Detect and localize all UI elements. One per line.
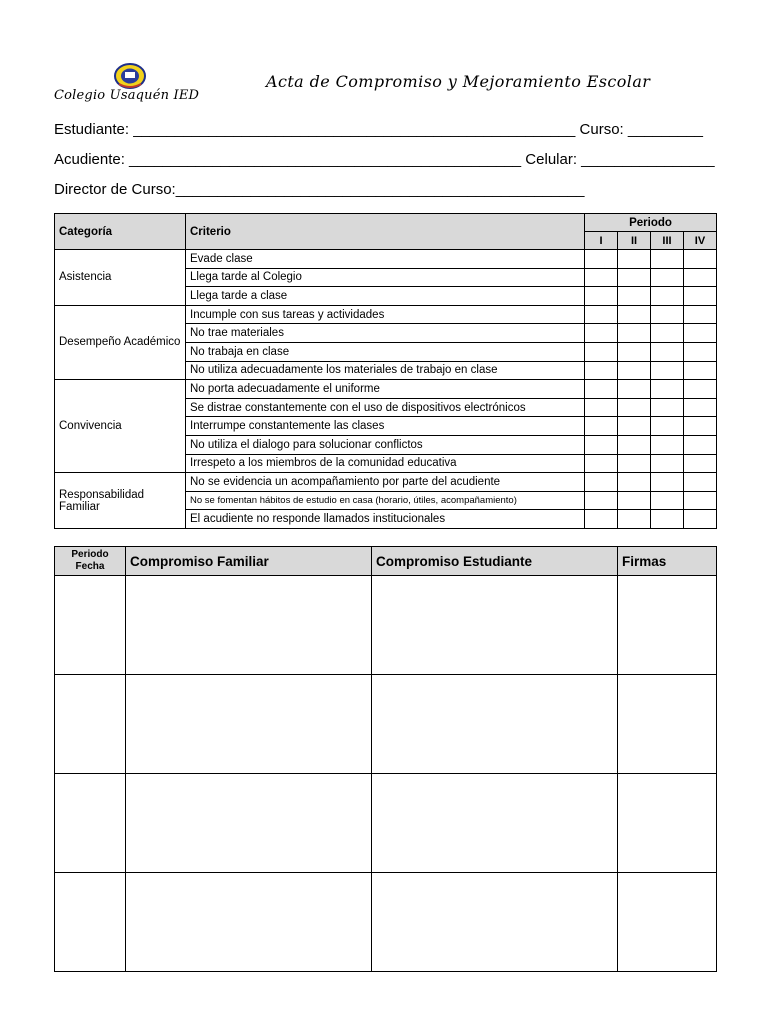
homeroom-teacher-field[interactable]: Director de Curso:_________________________________________________ (54, 181, 585, 198)
criterion-cell: No utiliza adecuadamente los materiales de trabajo en clase (186, 361, 585, 380)
category-cell: Desempeño Académico (55, 305, 186, 379)
period-checkbox-cell[interactable] (618, 250, 651, 269)
criterion-cell: No trae materiales (186, 324, 585, 343)
signature-cell[interactable] (618, 774, 717, 873)
period-checkbox-cell[interactable] (651, 435, 684, 454)
criterion-cell: El acudiente no responde llamados institucionales (186, 510, 585, 529)
period-date-cell[interactable] (55, 774, 126, 873)
period-checkbox-cell[interactable] (684, 491, 717, 510)
student-commitment-cell[interactable] (372, 774, 618, 873)
criterion-header: Criterio (186, 214, 585, 250)
criterion-cell: Se distrae constantemente con el uso de dispositivos electrónicos (186, 398, 585, 417)
category-cell: Convivencia (55, 380, 186, 473)
criteria-table (54, 213, 717, 529)
criterion-cell: Incumple con sus tareas y actividades (186, 305, 585, 324)
criterion-row (55, 305, 717, 324)
period-date-cell[interactable] (55, 873, 126, 972)
period-checkbox-cell[interactable] (651, 250, 684, 269)
period-checkbox-cell[interactable] (585, 473, 618, 492)
family-commitment-cell[interactable] (126, 576, 372, 675)
period-col-1: I (585, 232, 618, 250)
criterion-cell: Llega tarde a clase (186, 287, 585, 306)
signature-cell[interactable] (618, 576, 717, 675)
period-checkbox-cell[interactable] (684, 473, 717, 492)
period-checkbox-cell[interactable] (585, 454, 618, 473)
signature-cell[interactable] (618, 675, 717, 774)
school-name: Colegio Usaquén IED (54, 88, 200, 103)
period-checkbox-cell[interactable] (651, 473, 684, 492)
period-checkbox-cell[interactable] (585, 324, 618, 343)
period-checkbox-cell[interactable] (651, 454, 684, 473)
student-info-fields (54, 121, 715, 211)
period-checkbox-cell[interactable] (618, 287, 651, 306)
period-checkbox-cell[interactable] (618, 435, 651, 454)
period-col-2: II (618, 232, 651, 250)
criterion-cell: No trabaja en clase (186, 342, 585, 361)
period-checkbox-cell[interactable] (618, 510, 651, 529)
period-checkbox-cell[interactable] (585, 398, 618, 417)
school-crest-logo (113, 62, 147, 90)
criterion-cell: Interrumpe constantemente las clases (186, 417, 585, 436)
period-date-header (55, 547, 126, 576)
period-checkbox-cell[interactable] (585, 417, 618, 436)
period-col-4: IV (684, 232, 717, 250)
period-checkbox-cell[interactable] (651, 342, 684, 361)
period-checkbox-cell[interactable] (684, 342, 717, 361)
period-checkbox-cell[interactable] (684, 268, 717, 287)
period-checkbox-cell[interactable] (585, 287, 618, 306)
period-header: Periodo (585, 214, 717, 232)
commitment-table (54, 546, 717, 972)
category-cell: Responsabilidad Familiar (55, 473, 186, 529)
criterion-row (55, 380, 717, 399)
commitment-row (55, 774, 717, 873)
criterion-row (55, 250, 717, 269)
period-checkbox-cell[interactable] (684, 417, 717, 436)
criterion-cell: Evade clase (186, 250, 585, 269)
period-checkbox-cell[interactable] (651, 287, 684, 306)
period-checkbox-cell[interactable] (585, 305, 618, 324)
period-checkbox-cell[interactable] (684, 398, 717, 417)
guardian-phone-field[interactable]: Acudiente: _______________________________________________ Celular: ________________ (54, 151, 715, 168)
criterion-cell: No utiliza el dialogo para solucionar conflictos (186, 435, 585, 454)
student-course-field[interactable]: Estudiante: _____________________________________________________ Curso: _________ (54, 121, 703, 138)
period-col-3: III (651, 232, 684, 250)
period-checkbox-cell[interactable] (651, 491, 684, 510)
student-commitment-header: Compromiso Estudiante (372, 547, 618, 576)
signatures-header: Firmas (618, 547, 717, 576)
period-checkbox-cell[interactable] (684, 454, 717, 473)
period-checkbox-cell[interactable] (585, 510, 618, 529)
period-checkbox-cell[interactable] (585, 342, 618, 361)
period-checkbox-cell[interactable] (651, 398, 684, 417)
commitment-body (55, 576, 717, 972)
period-checkbox-cell[interactable] (585, 491, 618, 510)
period-checkbox-cell[interactable] (684, 380, 717, 399)
period-checkbox-cell[interactable] (618, 491, 651, 510)
period-checkbox-cell[interactable] (651, 324, 684, 343)
period-checkbox-cell[interactable] (618, 305, 651, 324)
period-checkbox-cell[interactable] (618, 361, 651, 380)
student-commitment-cell[interactable] (372, 576, 618, 675)
period-checkbox-cell[interactable] (618, 417, 651, 436)
period-label: Periodo (71, 549, 109, 560)
commitment-row (55, 675, 717, 774)
category-cell: Asistencia (55, 250, 186, 306)
document-title: Acta de Compromiso y Mejoramiento Escolar (266, 72, 651, 91)
period-checkbox-cell[interactable] (618, 324, 651, 343)
criterion-cell: No se fomentan hábitos de estudio en casa (horario, útiles, acompañamiento) (186, 491, 585, 510)
period-checkbox-cell[interactable] (651, 510, 684, 529)
period-checkbox-cell[interactable] (618, 454, 651, 473)
criterion-row (55, 473, 717, 492)
period-checkbox-cell[interactable] (618, 268, 651, 287)
period-date-cell[interactable] (55, 576, 126, 675)
family-commitment-header: Compromiso Familiar (126, 547, 372, 576)
period-checkbox-cell[interactable] (651, 417, 684, 436)
period-checkbox-cell[interactable] (684, 287, 717, 306)
criterion-cell: Llega tarde al Colegio (186, 268, 585, 287)
student-commitment-cell[interactable] (372, 873, 618, 972)
criterion-cell: No porta adecuadamente el uniforme (186, 380, 585, 399)
commitment-row (55, 576, 717, 675)
family-commitment-cell[interactable] (126, 774, 372, 873)
period-checkbox-cell[interactable] (618, 380, 651, 399)
criterion-cell: Irrespeto a los miembros de la comunidad educativa (186, 454, 585, 473)
commitment-row (55, 873, 717, 972)
period-checkbox-cell[interactable] (684, 510, 717, 529)
category-header: Categoría (55, 214, 186, 250)
period-checkbox-cell[interactable] (585, 361, 618, 380)
period-checkbox-cell[interactable] (585, 250, 618, 269)
period-checkbox-cell[interactable] (618, 473, 651, 492)
period-checkbox-cell[interactable] (651, 268, 684, 287)
criterion-cell: No se evidencia un acompañamiento por parte del acudiente (186, 473, 585, 492)
period-checkbox-cell[interactable] (684, 435, 717, 454)
period-checkbox-cell[interactable] (585, 380, 618, 399)
family-commitment-cell[interactable] (126, 873, 372, 972)
period-checkbox-cell[interactable] (585, 268, 618, 287)
period-checkbox-cell[interactable] (684, 250, 717, 269)
family-commitment-cell[interactable] (126, 675, 372, 774)
period-checkbox-cell[interactable] (618, 342, 651, 361)
period-date-cell[interactable] (55, 675, 126, 774)
period-checkbox-cell[interactable] (618, 398, 651, 417)
period-checkbox-cell[interactable] (684, 324, 717, 343)
period-checkbox-cell[interactable] (651, 380, 684, 399)
date-label: Fecha (75, 561, 105, 572)
period-checkbox-cell[interactable] (651, 361, 684, 380)
period-checkbox-cell[interactable] (684, 305, 717, 324)
student-commitment-cell[interactable] (372, 675, 618, 774)
signature-cell[interactable] (618, 873, 717, 972)
period-checkbox-cell[interactable] (651, 305, 684, 324)
period-checkbox-cell[interactable] (585, 435, 618, 454)
criteria-body (55, 250, 717, 529)
period-checkbox-cell[interactable] (684, 361, 717, 380)
